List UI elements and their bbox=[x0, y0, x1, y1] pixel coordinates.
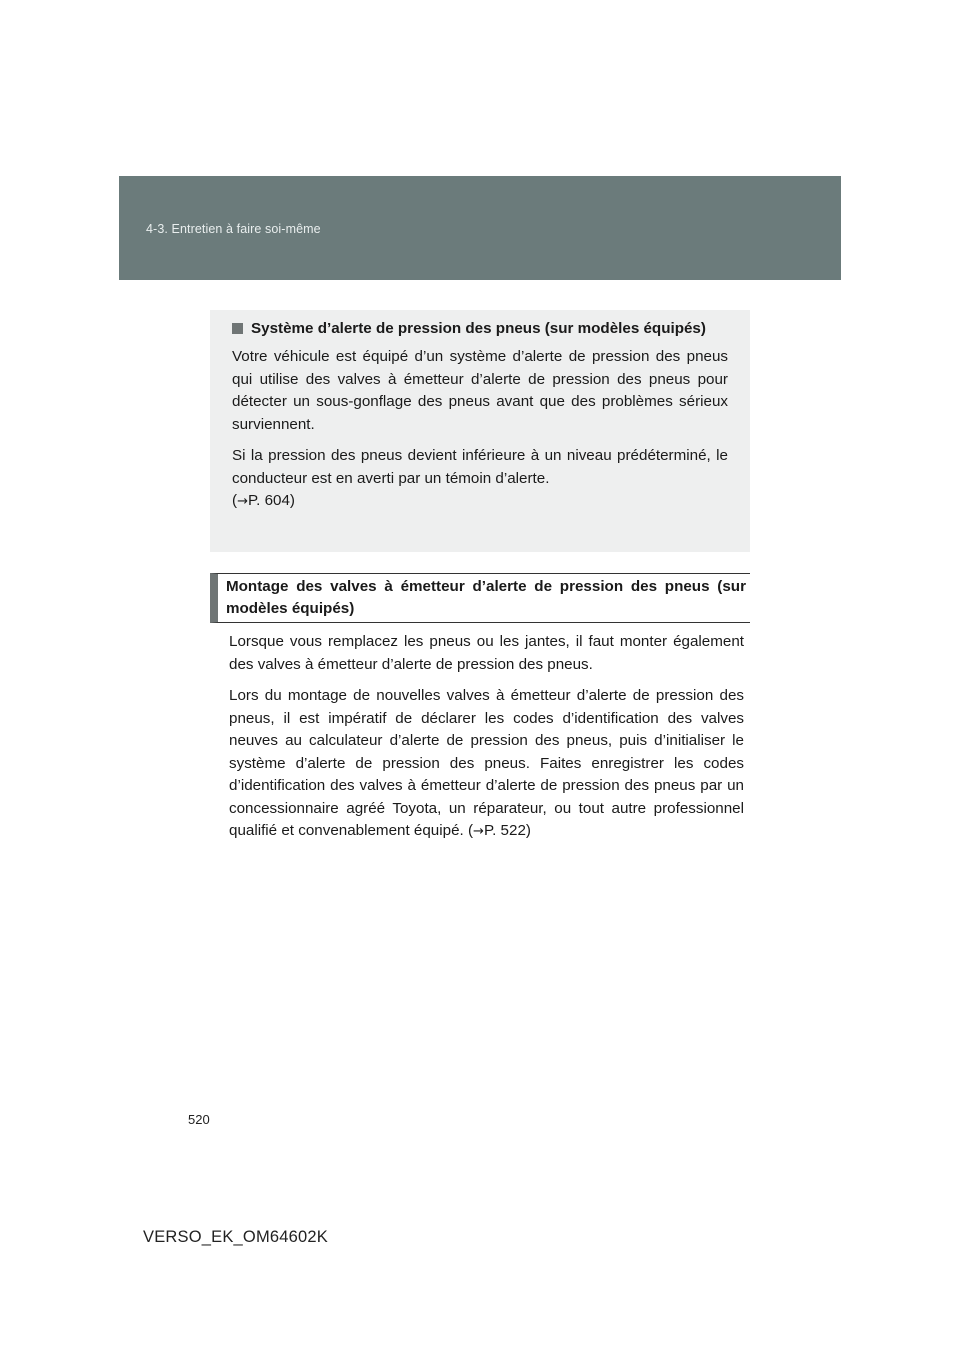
body-paragraph-text: Lors du montage de nouvelles valves à émetteur d’alerte de pression des pneus, il est impératif de déclarer les codes d’identification des valves neuves au calculateur d’alerte de pression des pneus, puis d’initialiser le système d’alerte de pression des pneus. Faites enregistrer les codes d’identification des valves à émetteur d’alerte de pression des pneus par un concessionnaire agréé Toyota, un réparateur, ou tout autre professionnel qualifié et convenablement équipé. bbox=[229, 687, 744, 839]
arrow-right-icon: → bbox=[473, 824, 484, 839]
page-reference bbox=[468, 822, 531, 839]
info-box-paragraph-text: Si la pression des pneus devient inférieure à un niveau prédéterminé, le conducteur est en averti par un témoin d’alerte. bbox=[232, 447, 728, 487]
page-number: 520 bbox=[188, 1112, 210, 1127]
page-reference-text: P. 522) bbox=[483, 822, 531, 839]
square-bullet-icon bbox=[232, 323, 243, 334]
document-code: VERSO_EK_OM64602K bbox=[143, 1228, 328, 1246]
info-box-heading bbox=[232, 318, 728, 340]
section-label: 4-3. Entretien à faire soi-même bbox=[146, 222, 321, 236]
info-box bbox=[210, 310, 750, 552]
page-reference-open: ( bbox=[232, 492, 238, 509]
body-paragraph: Lorsque vous remplacez les pneus ou les jantes, il faut monter également des valves à émetteur d’alerte de pression des pneus. bbox=[229, 633, 744, 673]
body-paragraph bbox=[229, 685, 744, 844]
chapter-header-band bbox=[119, 176, 841, 280]
arrow-right-icon: → bbox=[237, 494, 248, 509]
section-body bbox=[229, 631, 744, 844]
page-reference-text: P. 604) bbox=[247, 492, 295, 509]
info-box-paragraph: Votre véhicule est équipé d’un système d’alerte de pression des pneus qui utilise des valves à émetteur d’alerte de pression des pneus pour détecter un sous-gonflage des pneus avant que des problèmes sérieux surviennent. bbox=[232, 348, 728, 433]
info-box-paragraph bbox=[232, 445, 728, 514]
section-heading: Montage des valves à émetteur d’alerte de pression des pneus (sur modèles équipés) bbox=[210, 573, 750, 623]
page-reference bbox=[232, 492, 295, 509]
info-box-heading-text: Système d’alerte de pression des pneus (sur modèles équipés) bbox=[251, 320, 706, 337]
page-reference-open: ( bbox=[467, 822, 474, 839]
